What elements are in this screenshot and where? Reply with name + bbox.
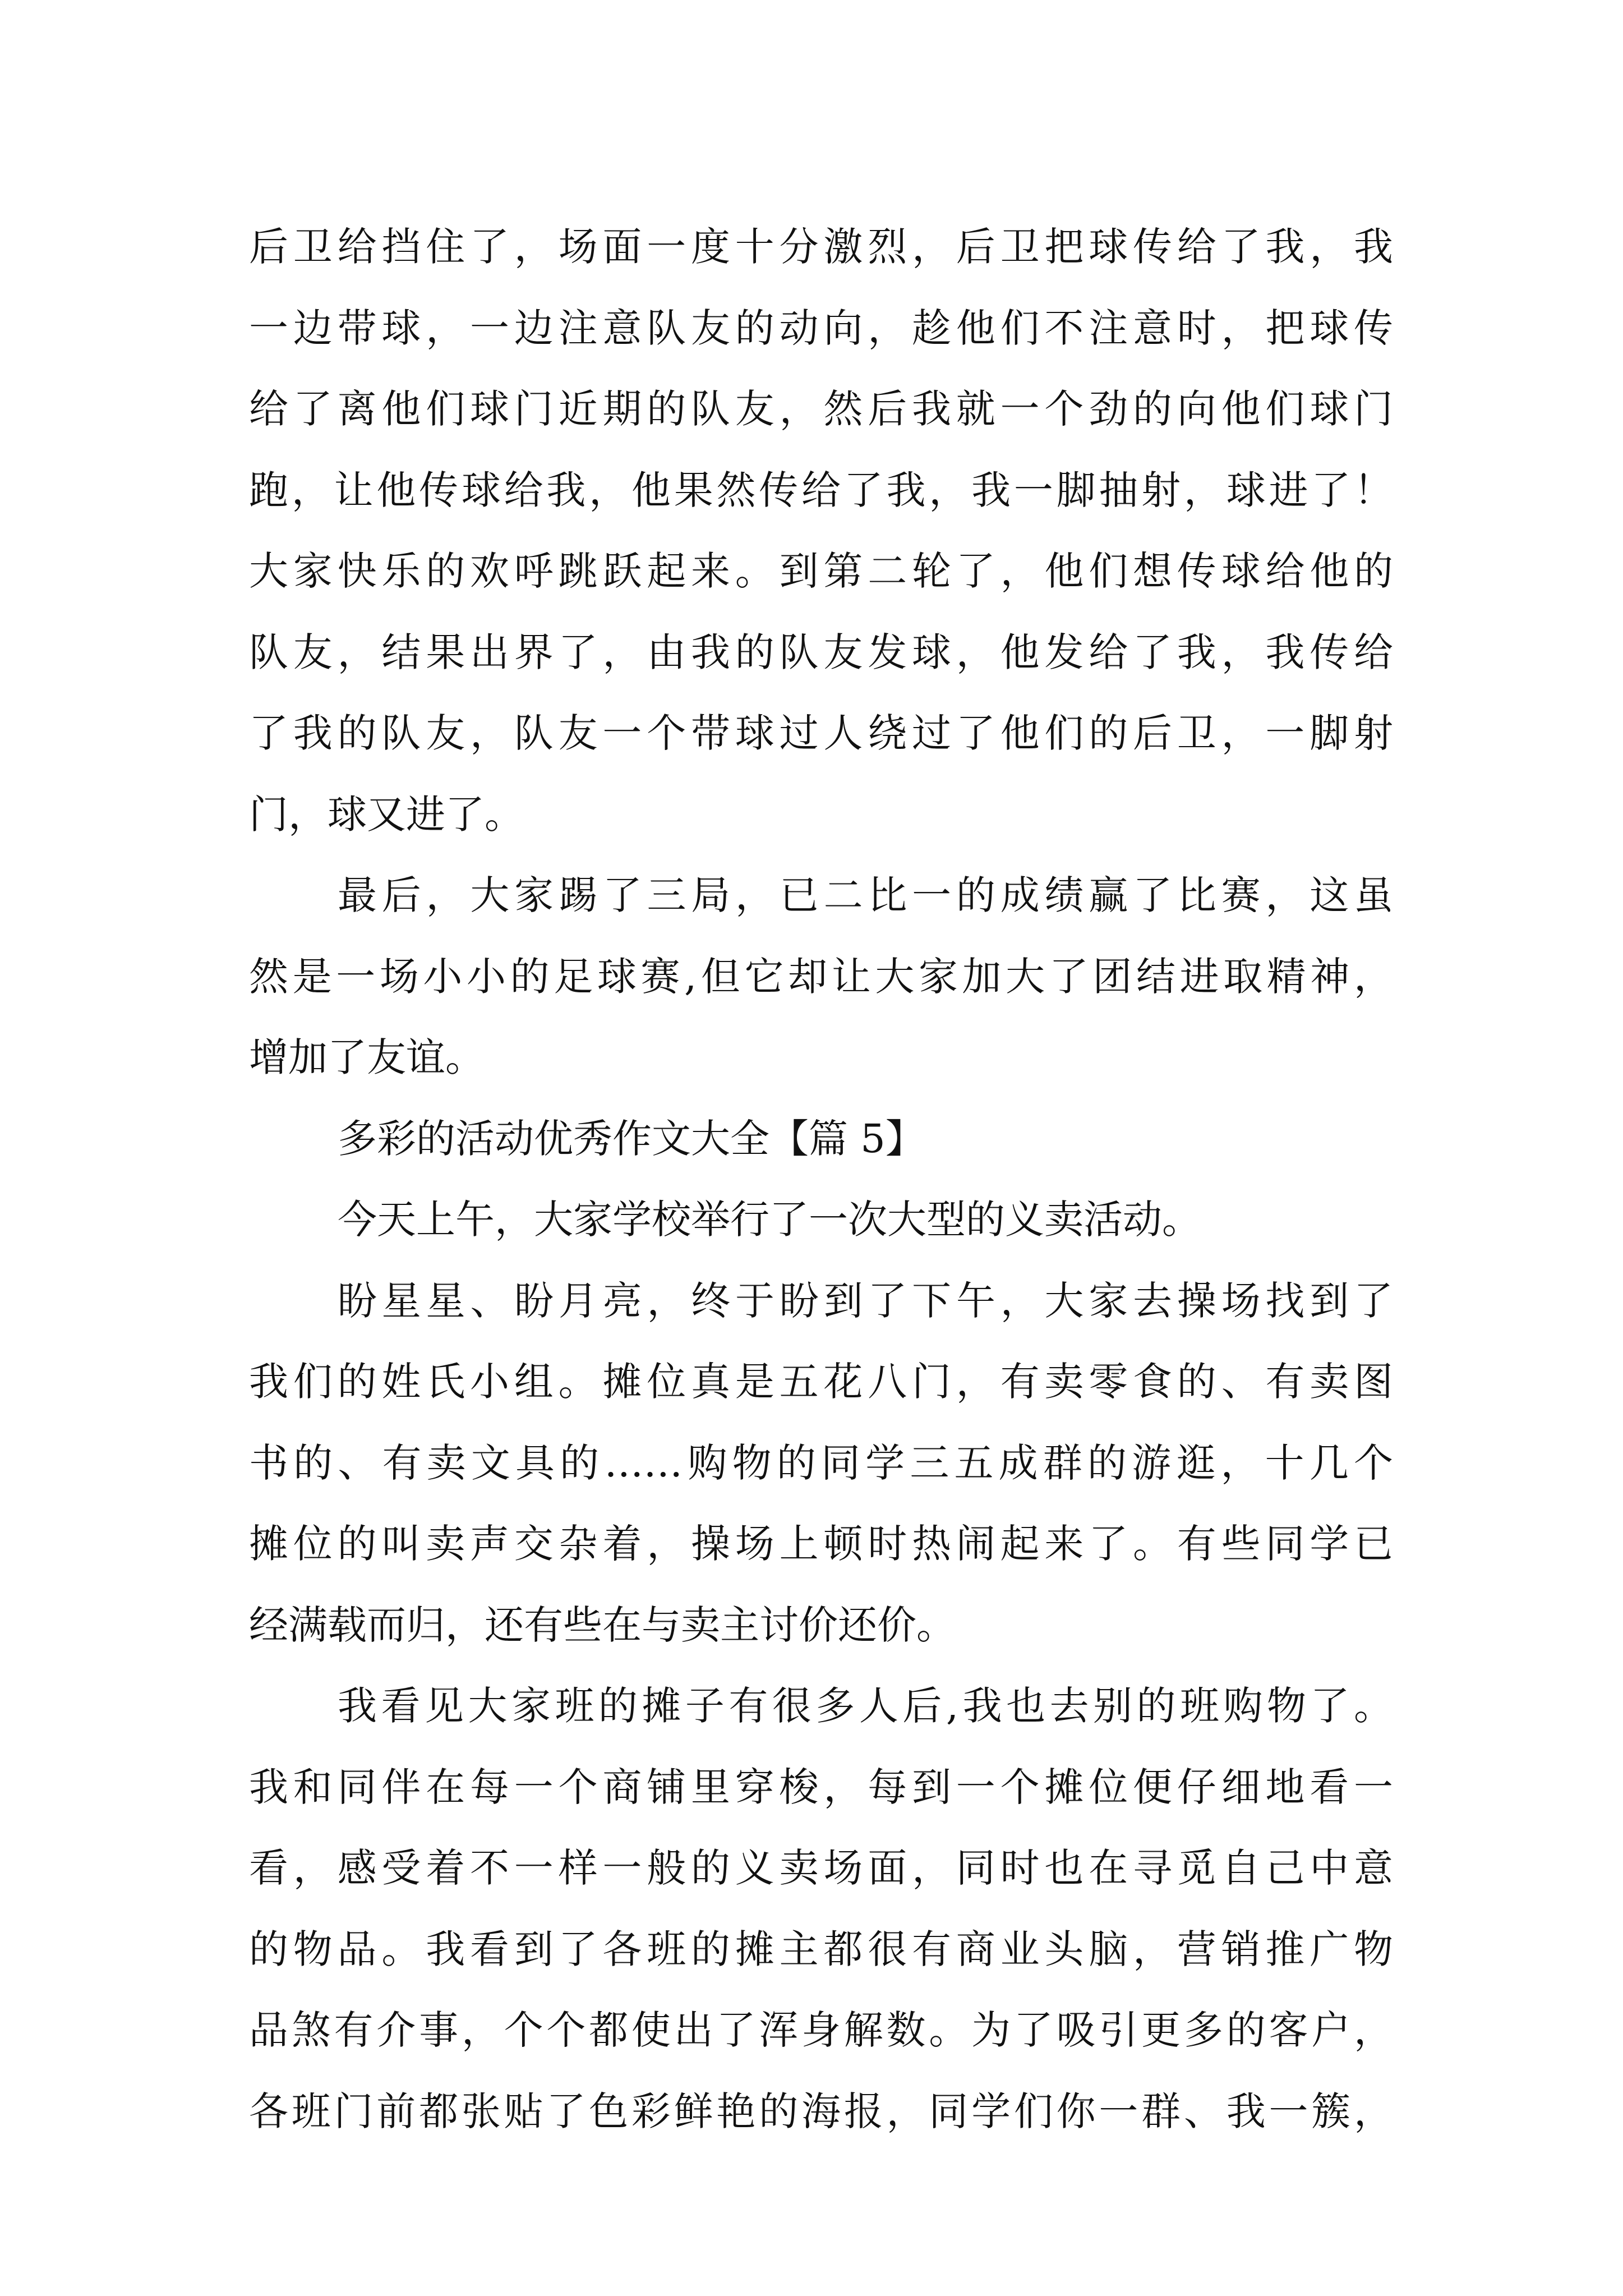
text-line: 盼星星、盼月亮，终于盼到了下午，大家去操场找到了 (338, 1277, 1393, 1324)
text-line: 大家快乐的欢呼跳跃起来。到第二轮了，他们想传球给他的 (249, 548, 1393, 594)
text-line: 了我的队友，队友一个带球过人绕过了他们的后卫，一脚射 (249, 710, 1393, 756)
text-line: 给了离他们球门近期的队友，然后我就一个劲的向他们球门 (249, 386, 1393, 432)
body-text (249, 206, 1393, 2152)
text-line: 后卫给挡住了，场面一度十分激烈，后卫把球传给了我，我 (249, 224, 1393, 270)
text-line: 各班门前都张贴了色彩鲜艳的海报，同学们你一群、我一簇， (249, 2088, 1393, 2134)
text-line: 一边带球，一边注意队友的动向，趁他们不注意时，把球传 (249, 305, 1393, 351)
text-line: 的物品。我看到了各班的摊主都很有商业头脑，营销推广物 (249, 1926, 1393, 1972)
text-line: 队友，结果出界了，由我的队友发球，他发给了我，我传给 (249, 629, 1393, 675)
text-line: 摊位的叫卖声交杂着，操场上顿时热闹起来了。有些同学已 (249, 1521, 1393, 1567)
text-line: 书的、有卖文具的……购物的同学三五成群的游逛，十几个 (249, 1439, 1393, 1486)
text-line: 品煞有介事，个个都使出了浑身解数。为了吸引更多的客户， (249, 2007, 1393, 2053)
text-line: 跑，让他传球给我，他果然传给了我，我一脚抽射，球进了！ (249, 467, 1393, 513)
text-line: 增加了友谊。 (249, 1034, 485, 1080)
text-line: 多彩的活动优秀作文大全【篇 5】 (338, 1115, 925, 1162)
text-line: 我看见大家班的摊子有很多人后,我也去别的班购物了。 (338, 1683, 1393, 1729)
text-line: 然是一场小小的足球赛,但它却让大家加大了团结进取精神， (249, 953, 1393, 1000)
text-line: 经满载而归，还有些在与卖主讨价还价。 (249, 1602, 956, 1648)
text-line: 最后，大家踢了三局，已二比一的成绩赢了比赛，这虽 (338, 872, 1393, 918)
text-line: 看，感受着不一样一般的义卖场面，同时也在寻觅自己中意 (249, 1845, 1393, 1891)
text-line: 我和同伴在每一个商铺里穿梭，每到一个摊位便仔细地看一 (249, 1764, 1393, 1810)
text-line: 今天上午，大家学校举行了一次大型的义卖活动。 (338, 1197, 1201, 1243)
text-line: 门，球又进了。 (249, 791, 524, 838)
text-line: 我们的姓氏小组。摊位真是五花八门，有卖零食的、有卖图 (249, 1359, 1393, 1405)
